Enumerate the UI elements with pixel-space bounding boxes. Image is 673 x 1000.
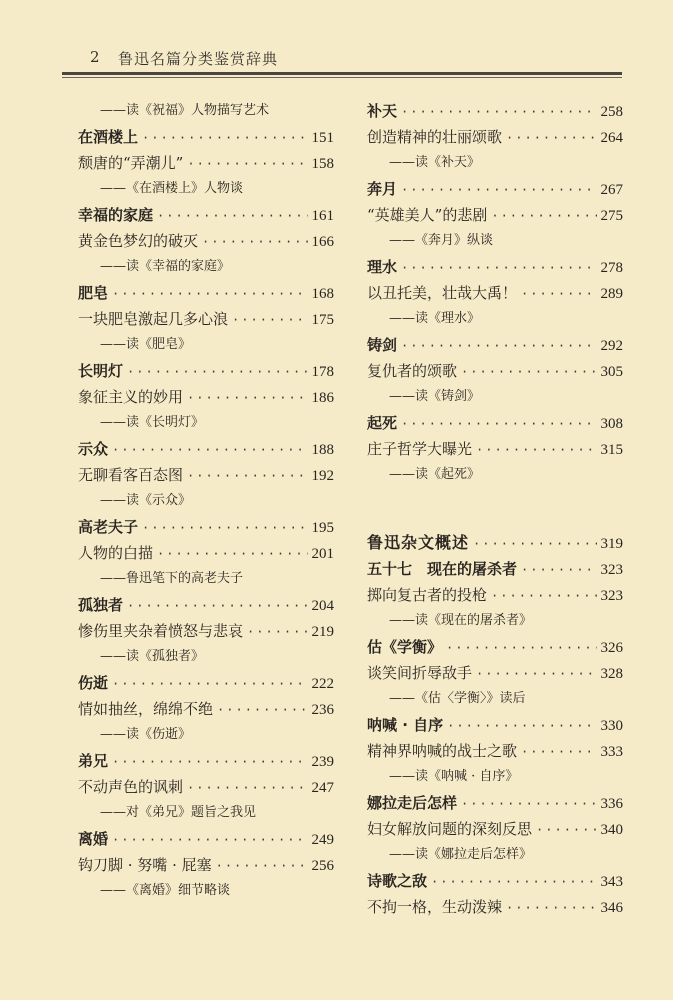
dot-leader — [142, 515, 307, 541]
entry-title: 以丑托美，壮哉大禹！ — [367, 284, 518, 302]
entry-title: ——读《呐喊 · 自序》 — [389, 769, 519, 784]
toc-work-entry — [367, 410, 623, 436]
toc-work-entry — [78, 358, 334, 384]
entry-title: 诗歌之敌 — [367, 872, 428, 890]
entry-title: ——《在酒楼上》人物谈 — [100, 181, 244, 196]
entry-page-number: 188 — [311, 442, 334, 458]
dot-leader — [217, 697, 307, 723]
entry-page-number: 278 — [600, 260, 623, 276]
entry-page-number: 161 — [311, 208, 334, 224]
toc-work-entry — [367, 790, 623, 816]
entry-title: 示众 — [78, 440, 109, 458]
dot-leader — [142, 125, 307, 151]
entry-page-number: 204 — [311, 598, 334, 614]
toc-subtitle-entry — [367, 306, 623, 332]
dot-leader — [506, 125, 596, 151]
entry-page-number: 336 — [600, 796, 623, 812]
toc-article-entry — [78, 852, 334, 878]
toc-work-entry — [367, 254, 623, 280]
entry-page-number: 343 — [600, 874, 623, 890]
entry-title: ——读《补天》 — [389, 155, 481, 170]
entry-page-number: 346 — [600, 900, 623, 916]
dot-leader — [473, 531, 596, 557]
toc-article-entry — [367, 124, 623, 150]
toc-work-entry — [367, 868, 623, 894]
entry-page-number: 333 — [600, 744, 623, 760]
toc-article-entry — [367, 894, 623, 920]
dot-leader — [401, 255, 596, 281]
entry-page-number: 315 — [600, 442, 623, 458]
toc-subtitle-entry — [367, 384, 623, 410]
entry-title: ——对《弟兄》题旨之我见 — [100, 805, 257, 820]
toc-work-entry — [367, 98, 623, 124]
dot-leader — [202, 229, 307, 255]
toc-subtitle-entry — [367, 150, 623, 176]
entry-title: 象征主义的妙用 — [78, 388, 184, 406]
entry-page-number: 267 — [600, 182, 623, 198]
toc-article-entry — [367, 660, 623, 686]
dot-leader — [521, 739, 596, 765]
dot-leader — [491, 583, 596, 609]
entry-page-number: 186 — [311, 390, 334, 406]
entry-title: 肥皂 — [78, 284, 109, 302]
toc-subtitle-entry — [78, 644, 334, 670]
entry-page-number: 178 — [311, 364, 334, 380]
toc-article-entry — [78, 618, 334, 644]
entry-title: 妇女解放问题的深刻反思 — [367, 820, 533, 838]
toc-article-entry — [367, 738, 623, 764]
toc-work-entry — [78, 826, 334, 852]
entry-title: 娜拉走后怎样 — [367, 794, 458, 812]
entry-page-number: 319 — [600, 536, 623, 552]
toc-work-entry — [367, 332, 623, 358]
toc-work-entry — [367, 634, 623, 660]
dot-leader — [187, 151, 307, 177]
dot-leader — [187, 463, 307, 489]
entry-page-number: 326 — [600, 640, 623, 656]
entry-title: ——读《伤逝》 — [100, 727, 192, 742]
entry-page-number: 151 — [311, 130, 334, 146]
entry-page-number: 328 — [600, 666, 623, 682]
dot-leader — [401, 177, 596, 203]
entry-title: 钩刀脚 · 努嘴 · 屁塞 — [78, 856, 212, 874]
header-rule-thick — [62, 72, 622, 75]
toc-spacer — [367, 488, 623, 530]
dot-leader — [461, 359, 596, 385]
dot-leader — [476, 661, 596, 687]
entry-page-number: 175 — [311, 312, 334, 328]
toc-work-entry — [367, 712, 623, 738]
toc-work-entry — [78, 514, 334, 540]
entry-page-number: 323 — [600, 588, 623, 604]
toc-subtitle-entry — [367, 842, 623, 868]
entry-title: ——读《现在的屠杀者》 — [389, 613, 533, 628]
dot-leader — [521, 281, 596, 307]
page-number: 2 — [90, 48, 100, 66]
entry-page-number: 249 — [311, 832, 334, 848]
toc-subtitle-entry — [78, 98, 334, 124]
entry-title: 离婚 — [78, 830, 109, 848]
entry-page-number: 239 — [311, 754, 334, 770]
toc-article-entry — [78, 462, 334, 488]
toc-subtitle-entry — [78, 332, 334, 358]
dot-leader — [461, 791, 596, 817]
entry-title: 不拘一格，生动泼辣 — [367, 898, 503, 916]
entry-page-number: 158 — [311, 156, 334, 172]
dot-leader — [112, 437, 307, 463]
book-title: 鲁迅名篇分类鉴赏辞典 — [118, 50, 279, 68]
toc-subtitle-entry — [78, 254, 334, 280]
entry-title: ——读《起死》 — [389, 467, 481, 482]
toc-article-entry — [78, 540, 334, 566]
entry-title: 幸福的家庭 — [78, 206, 154, 224]
toc-work-entry — [78, 748, 334, 774]
entry-title: ——读《娜拉走后怎样》 — [389, 847, 533, 862]
dot-leader — [476, 437, 596, 463]
running-header — [62, 44, 622, 72]
toc-article-entry — [367, 816, 623, 842]
toc-work-entry — [78, 124, 334, 150]
entry-title: ——《奔月》纵谈 — [389, 233, 494, 248]
entry-title: 不动声色的讽刺 — [78, 778, 184, 796]
dot-leader — [216, 853, 308, 879]
entry-title: ——读《肥皂》 — [100, 337, 192, 352]
entry-title: 颓唐的“弄潮儿” — [78, 154, 184, 172]
toc-subtitle-entry — [78, 488, 334, 514]
toc-work-entry — [78, 202, 334, 228]
entry-page-number: 275 — [600, 208, 623, 224]
entry-page-number: 166 — [311, 234, 334, 250]
entry-title: 在酒楼上 — [78, 128, 139, 146]
dot-leader — [446, 635, 596, 661]
entry-title: 五十七 现在的屠杀者 — [367, 560, 518, 578]
entry-title: 孤独者 — [78, 596, 124, 614]
toc-right-column — [367, 98, 623, 920]
dot-leader — [157, 541, 307, 567]
toc-article-entry — [78, 150, 334, 176]
entry-page-number: 264 — [600, 130, 623, 146]
entry-title: 一块肥皂激起几多心浪 — [78, 310, 229, 328]
dot-leader — [431, 869, 596, 895]
toc-work-entry — [78, 592, 334, 618]
dot-leader — [447, 713, 596, 739]
dot-leader — [112, 671, 307, 697]
entry-title: 谈笑间折辱敌手 — [367, 664, 473, 682]
toc-work-entry — [78, 280, 334, 306]
dot-leader — [112, 749, 307, 775]
entry-title: 黄金色梦幻的破灭 — [78, 232, 199, 250]
entry-title: 精神界呐喊的战士之歌 — [367, 742, 518, 760]
toc-article-entry — [78, 384, 334, 410]
toc-subtitle-entry — [367, 764, 623, 790]
entry-title: 无聊看客百态图 — [78, 466, 184, 484]
entry-title: 庄子哲学大曝光 — [367, 440, 473, 458]
toc-subtitle-entry — [367, 228, 623, 254]
entry-page-number: 323 — [600, 562, 623, 578]
entry-page-number: 340 — [600, 822, 623, 838]
dot-leader — [506, 895, 596, 921]
entry-title: 估《学衡》 — [367, 638, 443, 656]
dot-leader — [536, 817, 596, 843]
entry-title: 弟兄 — [78, 752, 109, 770]
toc-work-entry — [78, 670, 334, 696]
entry-title: 理水 — [367, 258, 398, 276]
dot-leader — [491, 203, 596, 229]
toc-section-entry — [367, 530, 623, 556]
toc-article-entry — [367, 582, 623, 608]
entry-title: ——读《幸福的家庭》 — [100, 259, 231, 274]
entry-page-number: 222 — [311, 676, 334, 692]
entry-title: ——读《孤独者》 — [100, 649, 205, 664]
toc-subtitle-entry — [78, 878, 334, 904]
toc-article-entry — [78, 696, 334, 722]
entry-title: ——读《祝福》人物描写艺术 — [100, 103, 270, 118]
entry-title: 惨伤里夹杂着愤怒与悲哀 — [78, 622, 244, 640]
dot-leader — [157, 203, 307, 229]
entry-title: 呐喊 · 自序 — [367, 716, 444, 734]
entry-title: 鲁迅杂文概述 — [367, 533, 470, 552]
header-rule-thin — [62, 77, 622, 78]
toc-left-column — [78, 98, 334, 904]
toc-work-entry — [367, 556, 623, 582]
toc-subtitle-entry — [367, 462, 623, 488]
entry-page-number: 195 — [311, 520, 334, 536]
dot-leader — [401, 411, 596, 437]
entry-title: ——读《长明灯》 — [100, 415, 205, 430]
entry-title: 长明灯 — [78, 362, 124, 380]
entry-page-number: 292 — [600, 338, 623, 354]
toc-work-entry — [367, 176, 623, 202]
toc-subtitle-entry — [78, 410, 334, 436]
entry-title: “英雄美人”的悲剧 — [367, 206, 488, 224]
entry-title: 奔月 — [367, 180, 398, 198]
entry-title: 补天 — [367, 102, 398, 120]
dot-leader — [112, 827, 307, 853]
entry-page-number: 256 — [311, 858, 334, 874]
toc-article-entry — [367, 358, 623, 384]
entry-title: ——鲁迅笔下的高老夫子 — [100, 571, 244, 586]
toc-subtitle-entry — [78, 566, 334, 592]
entry-page-number: 236 — [311, 702, 334, 718]
entry-title: 伤逝 — [78, 674, 109, 692]
entry-title: ——读《铸剑》 — [389, 389, 481, 404]
entry-page-number: 305 — [600, 364, 623, 380]
toc-article-entry — [367, 436, 623, 462]
entry-title: ——《估〈学衡〉》读后 — [389, 691, 526, 706]
toc-work-entry — [78, 436, 334, 462]
dot-leader — [187, 775, 307, 801]
toc-subtitle-entry — [78, 176, 334, 202]
entry-page-number: 247 — [311, 780, 334, 796]
dot-leader — [127, 593, 307, 619]
dot-leader — [187, 385, 307, 411]
entry-title: ——读《理水》 — [389, 311, 481, 326]
toc-article-entry — [78, 306, 334, 332]
toc-subtitle-entry — [367, 686, 623, 712]
entry-page-number: 330 — [600, 718, 623, 734]
entry-title: 掷向复古者的投枪 — [367, 586, 488, 604]
entry-title: 铸剑 — [367, 336, 398, 354]
entry-page-number: 289 — [600, 286, 623, 302]
toc-subtitle-entry — [78, 800, 334, 826]
entry-page-number: 258 — [600, 104, 623, 120]
entry-title: 创造精神的壮丽颂歌 — [367, 128, 503, 146]
toc-subtitle-entry — [78, 722, 334, 748]
dot-leader — [521, 557, 596, 583]
entry-title: ——《离婚》细节略谈 — [100, 883, 231, 898]
toc-article-entry — [78, 228, 334, 254]
dot-leader — [401, 99, 596, 125]
entry-page-number: 168 — [311, 286, 334, 302]
entry-title: 高老夫子 — [78, 518, 139, 536]
entry-title: ——读《示众》 — [100, 493, 192, 508]
dot-leader — [401, 333, 596, 359]
entry-page-number: 192 — [311, 468, 334, 484]
dot-leader — [127, 359, 307, 385]
entry-page-number: 201 — [311, 546, 334, 562]
toc-article-entry — [367, 202, 623, 228]
entry-page-number: 308 — [600, 416, 623, 432]
entry-title: 情如抽丝，绵绵不绝 — [78, 700, 214, 718]
dot-leader — [232, 307, 307, 333]
toc-article-entry — [367, 280, 623, 306]
entry-title: 人物的白描 — [78, 544, 154, 562]
entry-title: 起死 — [367, 414, 398, 432]
toc-article-entry — [78, 774, 334, 800]
toc-subtitle-entry — [367, 608, 623, 634]
entry-page-number: 219 — [311, 624, 334, 640]
dot-leader — [247, 619, 307, 645]
dot-leader — [112, 281, 307, 307]
entry-title: 复仇者的颂歌 — [367, 362, 458, 380]
